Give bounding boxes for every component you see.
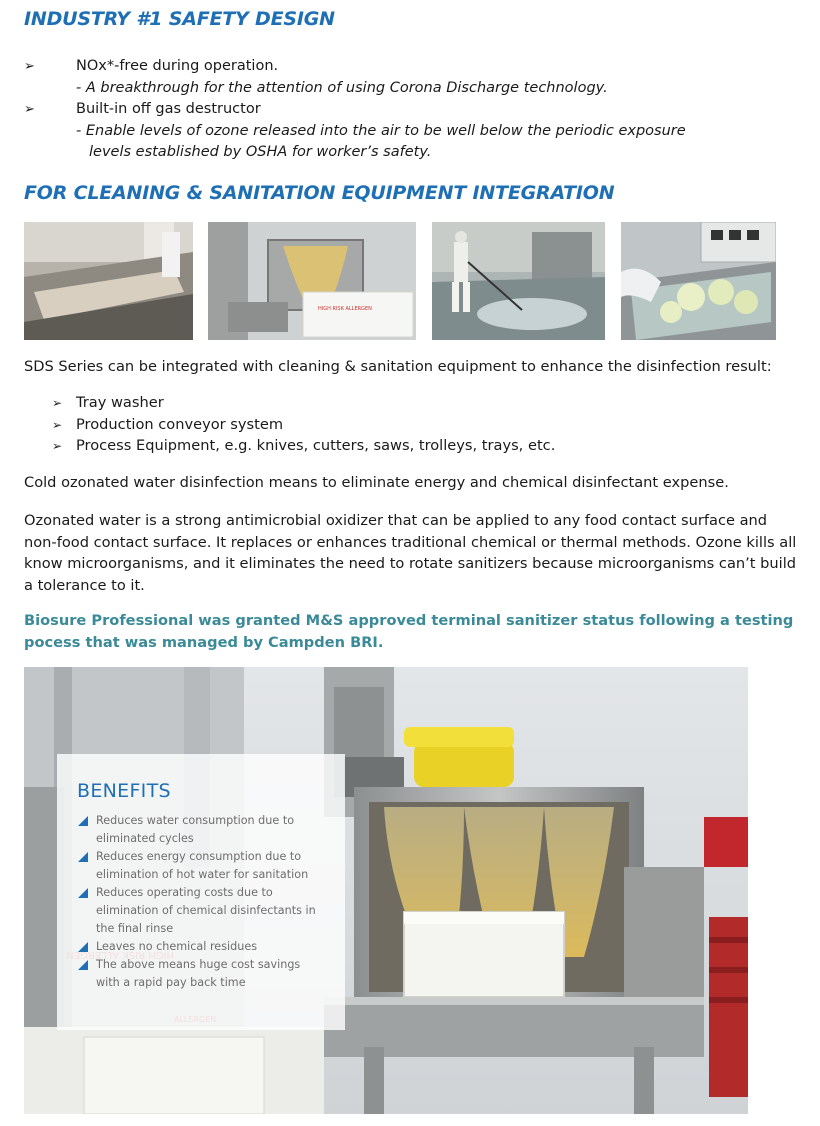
arrowhead-bullet-icon: ➢ (52, 439, 63, 453)
benefit-text: Reduces energy consumption due to elimination of hot water for sanitation (96, 850, 309, 881)
list-item (52, 435, 555, 457)
list-item (52, 392, 555, 414)
tray-label: HIGH RISK ALLERGEN (318, 306, 372, 312)
benefit-item (77, 956, 316, 992)
arrowhead-bullet-icon: ➢ (52, 417, 63, 432)
benefit-item (77, 884, 316, 938)
safety-item-title: Built-in off gas destructor (76, 101, 261, 117)
triangle-bullet-icon (77, 959, 89, 971)
triangle-bullet-icon (77, 851, 89, 863)
benefits-panel (57, 754, 345, 1030)
benefit-text: Reduces operating costs due to elimination of chemical disinfectants in the final rinse (96, 886, 316, 935)
safety-item-2 (24, 99, 804, 121)
benefits-title: BENEFITS (77, 780, 171, 802)
triangle-bullet-icon (77, 887, 89, 899)
safety-heading: INDUSTRY #1 SAFETY DESIGN (24, 8, 335, 30)
benefit-item (77, 812, 316, 848)
photo-tray-washer (208, 222, 416, 340)
integration-intro: SDS Series can be integrated with cleaning & sanitation equipment to enhance the disinfection result: (24, 358, 772, 375)
photo-vegetable-wash (621, 222, 776, 340)
safety-item-1 (24, 56, 804, 78)
benefits-list (77, 812, 316, 992)
safety-list (24, 56, 804, 164)
list-item-text: Tray washer (76, 394, 164, 411)
integration-list (52, 392, 555, 457)
triangle-bullet-icon (77, 815, 89, 827)
photo-strip (0, 222, 820, 340)
safety-item-title: NOx*-free during operation. (76, 58, 279, 74)
benefit-text: The above means huge cost savings with a rapid pay back time (96, 958, 301, 989)
photo-floor-cleaning (432, 222, 605, 340)
benefit-item (77, 848, 316, 884)
photo-conveyor (24, 222, 193, 340)
benefit-text: Reduces water consumption due to eliminated cycles (96, 814, 295, 845)
safety-item-detail: - Enable levels of ozone released into the air to be well below the periodic exposure (76, 122, 686, 139)
arrowhead-bullet-icon: ➢ (24, 59, 35, 74)
arrowhead-bullet-icon: ➢ (52, 396, 63, 410)
safety-item-detail-continued: levels established by OSHA for worker’s safety. (89, 144, 432, 160)
integration-heading: FOR CLEANING & SANITATION EQUIPMENT INTEGRATION (24, 182, 615, 204)
approval-highlight: Biosure Professional was granted M&S approved terminal sanitizer status following a testing pocess that was managed by Campden BRI. (24, 612, 794, 651)
arrowhead-bullet-icon: ➢ (24, 102, 35, 117)
list-item-text: Production conveyor system (76, 415, 284, 433)
cold-ozonated-paragraph: Cold ozonated water disinfection means to eliminate energy and chemical disinfectant expense. (24, 474, 729, 491)
list-item (52, 414, 555, 436)
ozonated-water-paragraph: Ozonated water is a strong antimicrobial oxidizer that can be applied to any food contact surface and non-food contact surface. It replaces or enhances traditional chemical or thermal methods. Ozone kills all know microorganisms, and it eliminates the need to rotate sanitizers because microorganisms can’t build a tolerance to it. (24, 512, 797, 594)
safety-item-detail: - A breakthrough for the attention of using Corona Discharge technology. (76, 79, 608, 96)
benefit-text: Leaves no chemical residues (96, 940, 258, 953)
triangle-bullet-icon (77, 941, 89, 953)
benefit-item (77, 938, 316, 956)
list-item-text: Process Equipment, e.g. knives, cutters, saws, trolleys, trays, etc. (76, 437, 556, 454)
